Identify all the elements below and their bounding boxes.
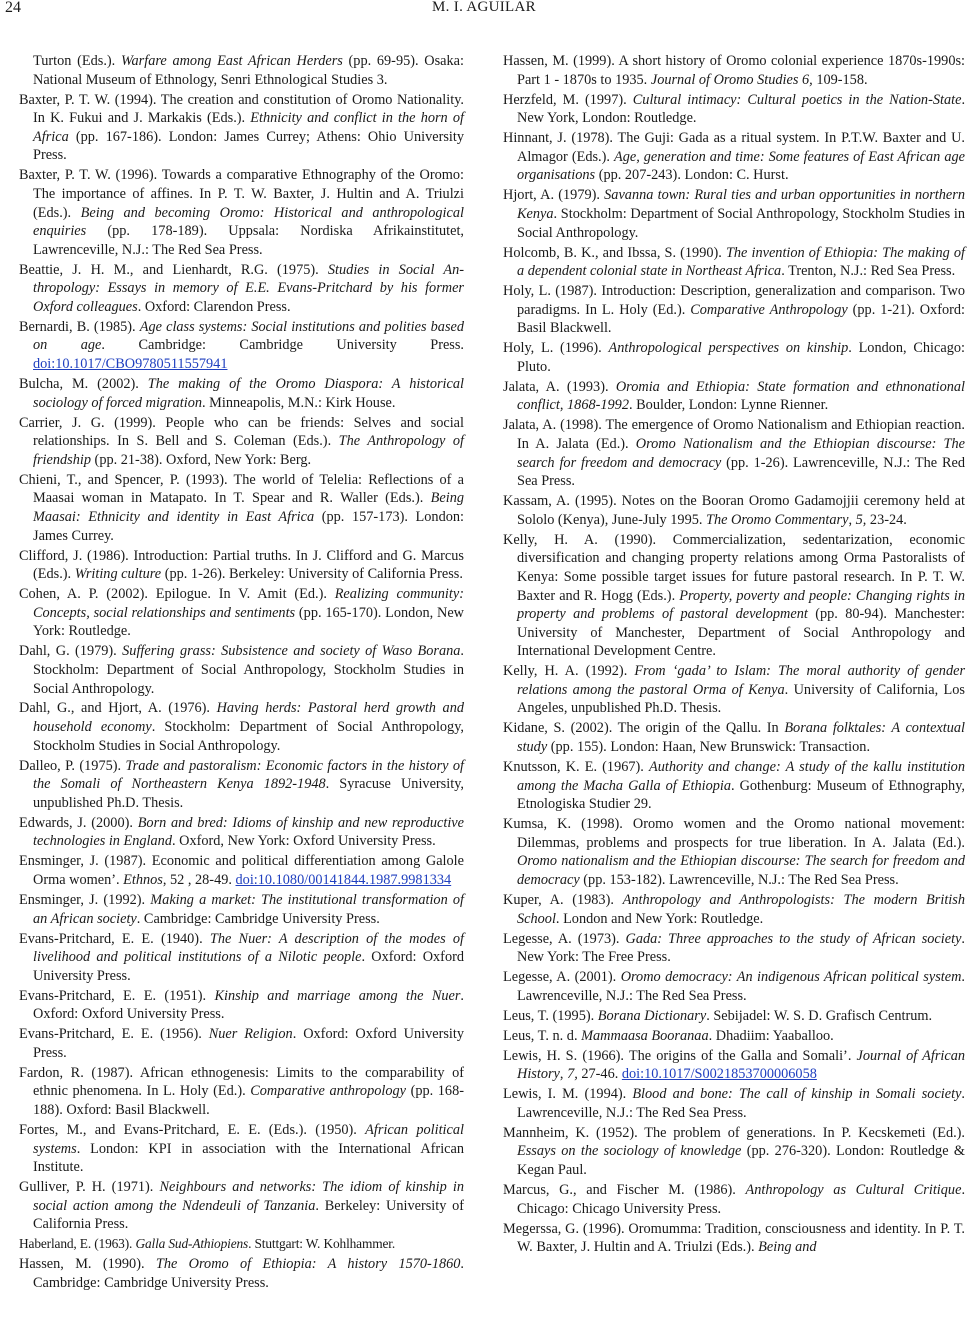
reference-text: (pp. 1-26). Berkeley: University of California Press. <box>161 566 463 583</box>
reference-text: . Lawrenceville, N.J.: The Red Sea Press. <box>517 1086 965 1121</box>
reference-entry <box>19 1064 464 1120</box>
reference-title: Essays on the sociology of knowledge <box>517 1143 742 1160</box>
reference-text: (pp. 178-189). Uppsala: Nordiska Afrikainstitutet, Lawrenceville, N.J.: The Red Sea Press. <box>33 223 464 258</box>
reference-text: Lewis, I. M. (1994). <box>503 1086 633 1103</box>
reference-text: Knutsson, K. E. (1967). <box>503 759 649 776</box>
reference-entry <box>19 261 464 317</box>
reference-text: Kelly, H. A. (1990). Commercialization, sedentarization, economic diversification and changing property relations among Orma Pastoralists of Kenya: Some possible target issues for future pastoral research. In P. T. W. Baxter and R. Hogg (Eds.). <box>503 531 965 604</box>
reference-title: Mammaasa Booranaa <box>581 1027 709 1044</box>
running-head: M. I. AGUILAR <box>432 0 536 15</box>
doi-link[interactable]: doi:10.1017/S0021853700006058 <box>621 1066 817 1083</box>
reference-text: Megerssa, G. (1996). Oromumma: Tradition, consciousness and identity. In P. T. W. Baxter, J. Hultin and A. Triulzi (Eds.). <box>503 1220 965 1256</box>
reference-text: 27-46. <box>577 1066 622 1083</box>
reference-text: . Boulder, London: Lynne Rienner. <box>628 397 829 414</box>
reference-text: Bulcha, M. (2002). <box>19 376 148 393</box>
reference-text: Beattie, J. H. M., and Lienhardt, R.G. (1975). <box>19 261 328 278</box>
reference-text: Carrier, J. G. (1999). People who can be friends: Selves and social relationships. In S. Bell and S. Coleman (Eds.). <box>19 414 464 450</box>
reference-text: Bernardi, B. (1985). <box>19 318 140 335</box>
reference-entry <box>19 852 464 889</box>
reference-text: . Stockholm: Department of Social Anthropology, Stockholm Studies in Social Anthropology. <box>33 643 464 697</box>
reference-entry <box>19 642 464 698</box>
reference-entry <box>19 1025 464 1062</box>
reference-title: Trade and pastoralism: Economic factors in the history of the Somali of Northeastern Kenya 1892-1948 <box>33 757 464 793</box>
reference-title: Age, generation and time: Some features of East African age organisations <box>517 148 965 184</box>
reference-entry <box>503 492 965 529</box>
reference-title: Borana folktales: A contextual study <box>517 720 965 756</box>
reference-text: Holcomb, B. K., and Ibssa, S. (1990). <box>503 244 726 261</box>
reference-entry <box>503 1181 965 1218</box>
reference-text: . University of California, Los Angeles, unpublished Ph.D. Thesis. <box>517 681 966 717</box>
reference-text: . Minneapolis, M.N.: Kirk House. <box>202 394 396 411</box>
reference-text: Evans-Pritchard, E. E. (1956). <box>19 1026 209 1043</box>
references-left-column <box>19 52 464 1294</box>
reference-text: Legesse, A. (1973). <box>503 930 626 947</box>
reference-text: Fortes, M., and Evans-Pritchard, E. E. (Eds.). (1950). <box>19 1122 366 1139</box>
references-right-column <box>503 52 965 1258</box>
reference-entry <box>19 166 464 259</box>
reference-title: Anthropological perspectives on kinship <box>608 340 849 357</box>
reference-title: Oromia and Ethiopia: State formation and ethnonational conflict, 1868-1992 <box>517 378 965 414</box>
reference-text: Ensminger, J. (1992). <box>19 891 151 908</box>
reference-title: Ethnos <box>123 872 163 888</box>
reference-entry <box>503 968 965 1005</box>
reference-title: Oromo democracy: An indigenous African political system <box>620 969 962 986</box>
reference-text: Hassen, M. (1999). A short history of Oromo colonial experience 1870s-1990s: Part 1 - 1870s to 1935. <box>503 53 965 88</box>
reference-entry <box>503 52 965 89</box>
reference-text: Kuper, A. (1983). <box>503 891 623 908</box>
reference-text: Marcus, G., and Fischer M. (1986). <box>503 1182 746 1199</box>
reference-title: Having herds: Pastoral herd growth and household economy <box>33 700 464 736</box>
reference-text: (pp. 1-26). Lawrenceville, N.J.: The Red Sea Press. <box>517 454 966 490</box>
reference-entry <box>503 129 965 185</box>
reference-text: Baxter, P. T. W. (1996). Towards a comparative Ethnography of the Oromo: The importance of affines. In P. T. W. Baxter, J. Hultin and A. Triulzi (Eds.). <box>19 167 464 221</box>
reference-entry <box>503 186 965 242</box>
reference-entry <box>19 1121 464 1177</box>
reference-text: Gulliver, P. H. (1971). <box>19 1179 160 1196</box>
reference-title: Making a market: The institutional transformation of an African society <box>33 891 464 927</box>
page-header <box>0 0 968 26</box>
reference-title: Nuer Religion <box>208 1026 293 1043</box>
reference-text: . Trenton, N.J.: Red Sea Press. <box>781 263 956 280</box>
reference-entry <box>503 719 965 756</box>
reference-entry <box>503 282 965 338</box>
reference-text: (pp. 153-182). Lawrenceville, N.J.: The Red Sea Press. <box>579 872 899 888</box>
reference-title: Age class systems: Social institutions and polities based on age <box>33 318 464 354</box>
reference-entry <box>503 378 965 415</box>
reference-text: . Cambridge: Cambridge University Press. <box>33 1256 464 1291</box>
reference-title: Born and bred: Idioms of kinship and new reproductive technologies in England <box>33 814 464 850</box>
reference-text: Ensminger, J. (1987). Economic and political differentiation among Galole Orma women’. <box>19 853 464 888</box>
reference-text: Herzfeld, M. (1997). <box>503 91 633 108</box>
reference-text: . Sebijadel: W. S. D. Grafisch Centrum. <box>706 1007 933 1024</box>
reference-title: Journal of Oromo Studies 6, <box>650 71 813 88</box>
reference-text: (pp. 21-38). Oxford, New York: Berg. <box>90 451 312 468</box>
reference-text: . Oxford: Clarendon Press. <box>137 298 291 315</box>
reference-text: Cohen, A. P. (2002). Epilogue. In V. Amit (Ed.). <box>19 586 335 603</box>
reference-title: Writing culture <box>74 566 162 583</box>
reference-entry <box>503 1085 965 1122</box>
reference-title: Journal of African History <box>517 1047 966 1083</box>
reference-text: Lewis, H. S. (1966). The origins of the Galla and Somali’. <box>503 1047 857 1064</box>
reference-text: Clifford, J. (1986). Introduction: Partial truths. In J. Clifford and G. Marcus (Eds.). <box>19 547 464 583</box>
reference-text: . Gothenburg: Museum of Ethnography, Etnologiska Studier 29. <box>517 777 966 813</box>
reference-text: . Stockholm: Department of Social Anthropology, Stockholm Studies in Social Anthropology. <box>33 719 465 754</box>
reference-entry <box>503 416 965 490</box>
reference-text: Fardon, R. (1987). African ethnogenesis: Limits to the comparability of ethnic phenomena. In L. Holy (Ed.). <box>19 1064 464 1100</box>
reference-text: Hinnant, J. (1978). The Guji: Gada as a ritual system. In P.T.W. Baxter and U. Almagor (Eds.). <box>503 130 965 165</box>
reference-text: Hassen, M. (1990). <box>19 1256 156 1273</box>
reference-text: (pp. 157-173). London: James Currey. <box>33 508 464 544</box>
reference-text: Kumsa, K. (1998). Oromo women and the Oromo national movement: Dilemmas, problems and prospects for true liberation. In A. Jalata (Ed.). <box>503 816 965 851</box>
reference-title: Borana Dictionary <box>597 1007 707 1024</box>
reference-title: Oromo Nationalism and the Ethiopian discourse: The search for freedom and democracy <box>517 436 965 471</box>
reference-text: (pp. 69-95). Osaka: National Museum of Ethnology, Senri Ethnological Studies 3. <box>33 53 464 88</box>
reference-title: Anthropology and Anthropologists: The modern British School <box>517 891 965 927</box>
reference-title: Being and becoming Oromo: Historical and anthropological enquiries <box>33 204 464 240</box>
reference-title: Neighbours and networks: The idiom of kinship in social action among the Ndendeuli of Tanzania <box>33 1179 464 1214</box>
reference-text: Jalata, A. (1998). The emergence of Oromo Nationalism and Ethiopian reaction. In A. Jalata (Ed.). <box>503 417 965 452</box>
reference-entry <box>19 699 464 755</box>
reference-text: 23-24. <box>866 511 907 528</box>
reference-title: Comparative anthropology <box>250 1083 406 1100</box>
reference-text: (pp. 165-170). London, New York: Routledge. <box>33 604 464 640</box>
reference-title: Warfare among East African Herders <box>120 53 343 69</box>
reference-text: . Stockholm: Department of Social Anthropology, Stockholm Studies in Social Anthropology. <box>517 205 965 241</box>
reference-title: The Anthropology of friendship <box>33 433 464 468</box>
reference-entry <box>503 758 965 814</box>
reference-title: Gada: Three approaches to the study of African society <box>625 930 962 947</box>
reference-title: Blood and bone: The call of kinship in Somali society <box>632 1086 962 1103</box>
reference-text: Jalata, A. (1993). <box>503 378 616 395</box>
page-number: 24 <box>5 0 21 16</box>
reference-text: . Oxford: Oxford University Press. <box>33 987 464 1023</box>
reference-entry <box>19 930 464 986</box>
reference-text: . London and New York: Routledge. <box>555 910 764 927</box>
reference-text: Kelly, H. A. (1992). <box>503 663 635 680</box>
reference-text: . London, Chicago: Pluto. <box>517 340 965 375</box>
reference-entry <box>503 244 965 281</box>
reference-entry <box>503 891 965 928</box>
reference-title: The making of the Oromo Diaspora: A historical sociology of forced migration <box>33 376 464 411</box>
reference-text: (pp. 1-21). Oxford: Basil Blackwell. <box>517 301 965 337</box>
reference-title: Realizing community: Concepts, social relationships and sentiments <box>33 586 464 621</box>
reference-title: The Nuer: A description of the modes of livelihood and political institutions of a Nilotic people <box>33 930 464 966</box>
reference-text: . Berkeley: University of California Press. <box>33 1197 464 1233</box>
reference-title: Property, poverty and people: Changing rights in property and problems of pastoral development <box>517 587 965 623</box>
reference-title: Oromo nationalism and the Ethiopian discourse: The search for freedom and democracy <box>517 853 965 888</box>
reference-text: (pp. 168-188). Oxford: Basil Blackwell. <box>33 1083 464 1119</box>
reference-entry <box>19 471 464 545</box>
reference-title: Suffering grass: Subsistence and society of Waso Borana <box>122 643 461 660</box>
doi-link[interactable]: doi:10.1080/00141844.1987.9981334 <box>235 872 452 888</box>
reference-title: Authority and change: A study of the kallu institution among the Macha Galla of Ethiopia <box>517 759 965 794</box>
reference-text: Baxter, P. T. W. (1994). The creation and constitution of Oromo Nationality. In K. Fukui and J. Markakis (Eds.). <box>19 91 464 127</box>
reference-entry <box>503 1007 965 1026</box>
reference-entry <box>19 318 464 374</box>
reference-entry <box>503 930 965 967</box>
reference-entry <box>19 375 464 412</box>
reference-text: Chieni, T., and Spencer, P. (1993). The world of Telelia: Reflections of a Maasai woman in Matapato. In T. Spear and R. Waller (Eds.). <box>19 471 464 507</box>
reference-entry <box>19 1178 464 1234</box>
reference-text: . Syracuse University, unpublished Ph.D. Thesis. <box>33 776 464 811</box>
reference-text: . London: KPI in association with the International African Institute. <box>33 1140 464 1176</box>
reference-entry <box>503 815 965 889</box>
reference-text: . Cambridge: Cambridge University Press. <box>136 910 380 927</box>
reference-text: (pp. 155). London: Haan, New Brunswick: Transaction. <box>547 739 871 756</box>
reference-entry <box>503 1124 965 1180</box>
reference-text: Dahl, G. (1979). <box>19 643 123 660</box>
reference-text: Leus, T. n. d. <box>503 1027 582 1044</box>
reference-title: Comparative Anthropology <box>690 301 848 318</box>
reference-title: From ‘gada’ to Islam: The moral authority of gender relations among the pastoral Orma of Kenya <box>517 663 966 698</box>
reference-entry <box>19 547 464 584</box>
reference-entry <box>19 52 464 89</box>
reference-text: Hjort, A. (1979). <box>503 187 605 204</box>
reference-text: 109-158. <box>812 71 868 88</box>
reference-text: (pp. 167-186). London: James Currey; Athens: Ohio University Press. <box>33 128 464 164</box>
reference-text: . Lawrenceville, N.J.: The Red Sea Press. <box>517 969 965 1004</box>
reference-text: . New York, London: Routledge. <box>517 91 966 127</box>
reference-entry <box>503 339 965 376</box>
reference-text: Turton (Eds.). <box>33 53 121 69</box>
reference-text: . Dhadiim: Yaaballoo. <box>708 1027 834 1044</box>
reference-title: African political systems <box>33 1122 464 1157</box>
reference-text: Kidane, S. (2002). The origin of the Qallu. In <box>503 720 785 737</box>
reference-text: Leus, T. (1995). <box>503 1007 598 1024</box>
reference-text: . Chicago: Chicago University Press. <box>517 1182 966 1217</box>
reference-title: Anthropology as Cultural Critique <box>745 1182 962 1199</box>
reference-text: . Oxford: Oxford University Press. <box>33 949 465 984</box>
reference-text: , 52 , 28-49. <box>162 872 236 888</box>
reference-title: 5, <box>855 511 867 528</box>
reference-text: Evans-Pritchard, E. E. (1940). <box>19 930 210 947</box>
reference-text: Haberland, E. (1963). <box>19 1236 136 1252</box>
reference-entry <box>503 1047 965 1084</box>
reference-text: . New York: The Free Press. <box>517 930 965 966</box>
reference-text: , <box>559 1066 568 1083</box>
reference-title: Kinship and marriage among the Nuer <box>214 987 461 1004</box>
reference-title: Studies in Social Anthropology: Essays in memory of E.E. Evans-Pritchard by his former Oxford colleagues <box>33 261 464 315</box>
reference-text: Evans-Pritchard, E. E. (1951). <box>19 987 215 1004</box>
reference-entry <box>19 1235 464 1254</box>
reference-text: Mannheim, K. (1952). The problem of generations. In P. Kecskemeti (Ed.). <box>503 1124 965 1141</box>
reference-text: Dahl, G., and Hjort, A. (1976). <box>19 700 217 717</box>
reference-entry <box>19 814 464 851</box>
reference-text: Dalleo, P. (1975). <box>19 757 126 774</box>
reference-entry <box>19 91 464 165</box>
reference-text: , <box>848 511 856 528</box>
reference-title: The Oromo of Ethiopia: A history 1570-1860 <box>155 1256 461 1273</box>
reference-title: Cultural intimacy: Cultural poetics in the Nation-State <box>632 91 962 108</box>
reference-entry <box>19 987 464 1024</box>
reference-title: Being and <box>758 1239 817 1256</box>
reference-text: . Cambridge: Cambridge University Press. <box>101 337 465 354</box>
doi-link[interactable]: doi:10.1017/CBO9780511557941 <box>33 356 228 373</box>
reference-text: . Oxford: Oxford University Press. <box>33 1026 464 1061</box>
reference-entry <box>503 1220 965 1257</box>
reference-entry <box>503 91 965 128</box>
reference-entry-text <box>19 1236 395 1251</box>
reference-text: Holy, L. (1987). Introduction: Description, generalization and comparison. Two paradigms. In L. Holy (Ed.). <box>503 283 965 318</box>
reference-title: 7, <box>567 1066 578 1083</box>
reference-entry <box>503 662 965 718</box>
reference-entry <box>19 1255 464 1292</box>
reference-entry <box>503 1027 965 1046</box>
reference-text: Kassam, A. (1995). Notes on the Booran Oromo Gadamojjii ceremony held at Sololo (Kenya), June-July 1995. <box>503 493 965 528</box>
reference-text: (pp. 276-320). London: Routledge & Kegan Paul. <box>517 1143 965 1179</box>
reference-text: . Stuttgart: W. Kohlhammer. <box>248 1236 396 1252</box>
reference-title: The Oromo Commentary <box>706 511 849 528</box>
reference-entry <box>503 531 965 661</box>
reference-entry <box>19 891 464 928</box>
reference-entry <box>19 414 464 470</box>
reference-entry <box>19 757 464 813</box>
reference-title: Ethnicity and conflict in the horn of Africa <box>33 110 464 145</box>
reference-entry <box>19 585 464 641</box>
reference-text: Edwards, J. (2000). <box>19 814 138 831</box>
reference-text: (pp. 207-243). London: C. Hurst. <box>595 167 789 184</box>
reference-title: Being Maasai: Ethnicity and identity in East Africa <box>33 490 464 525</box>
reference-text: (pp. 80-94). Manchester: University of Manchester, Department of Social Anthropology and International Development Centre. <box>517 606 965 660</box>
reference-title: Savanna town: Rural ties and urban opportunities in northern Kenya <box>517 187 965 222</box>
reference-text: Holy, L. (1996). <box>503 340 609 357</box>
reference-title: Galla Sud-Athiopiens <box>135 1236 249 1252</box>
reference-title: The invention of Ethiopia: The making of a dependent colonial state in Northeast Africa <box>517 244 966 280</box>
reference-text: Legesse, A. (2001). <box>503 969 621 986</box>
reference-text: . Oxford, New York: Oxford University Press. <box>171 833 436 850</box>
